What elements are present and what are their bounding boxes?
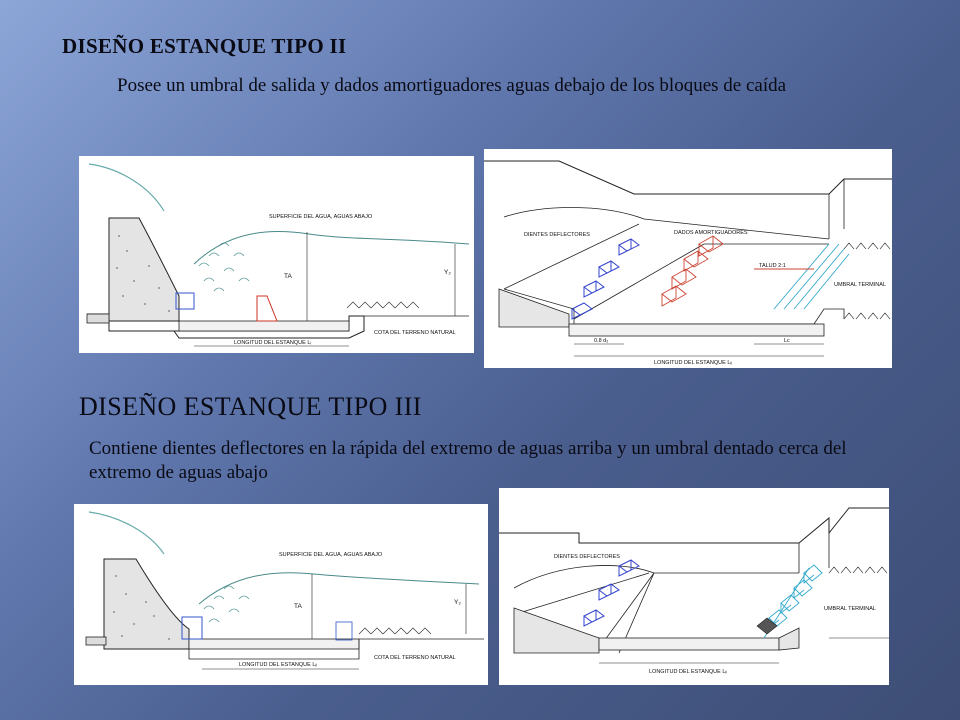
figure-tipo3-section — [74, 504, 488, 685]
figure-tipo2-isometric — [484, 149, 892, 368]
ground-label: COTA DEL TERRENO NATURAL — [374, 655, 456, 661]
figure-tipo2-section — [79, 156, 474, 353]
section1-title: DISEÑO ESTANQUE TIPO II — [62, 34, 347, 58]
y2-label: Y₂ — [444, 269, 451, 276]
sill-label: UMBRAL TERMINAL — [834, 282, 886, 288]
section2-description: Contiene dientes deflectores en la rápida del extremo de aguas arriba y un umbral dentado cerca del extremo de aguas abajo — [89, 438, 847, 483]
surface-label: SUPERFICIE DEL AGUA, AGUAS ABAJO — [269, 214, 373, 220]
ta-label: TA — [294, 603, 302, 610]
figure-tipo3-isometric — [499, 488, 889, 685]
length-label: LONGITUD DEL ESTANQUE Lᵢᵢ — [239, 662, 318, 668]
ta-label: TA — [284, 273, 292, 280]
lc-label: Lc — [784, 338, 790, 344]
length-label: LONGITUD DEL ESTANQUE Lᵢᵢ — [654, 360, 733, 366]
dim-label: 0.8 d₂ — [594, 338, 609, 344]
length-label: LONGITUD DEL ESTANQUE Lᵢ — [234, 340, 312, 346]
y2-label: Y₂ — [454, 599, 461, 606]
ground-label: COTA DEL TERRENO NATURAL — [374, 330, 456, 336]
sill-label: UMBRAL TERMINAL — [824, 606, 876, 612]
dados-label: DADOS AMORTIGUADORES — [674, 230, 748, 236]
section1-description: Posee un umbral de salida y dados amortiguadores aguas debajo de los bloques de caída — [117, 75, 787, 96]
length-label: LONGITUD DEL ESTANQUE Lᵢᵢ — [649, 669, 728, 675]
surface-label: SUPERFICIE DEL AGUA, AGUAS ABAJO — [279, 552, 383, 558]
section2-title: DISEÑO ESTANQUE TIPO III — [79, 392, 422, 421]
teeth-label: DIENTES DEFLECTORES — [524, 232, 590, 238]
slope-label: TALUD 2:1 — [759, 263, 786, 269]
teeth-label: DIENTES DEFLECTORES — [554, 554, 620, 560]
